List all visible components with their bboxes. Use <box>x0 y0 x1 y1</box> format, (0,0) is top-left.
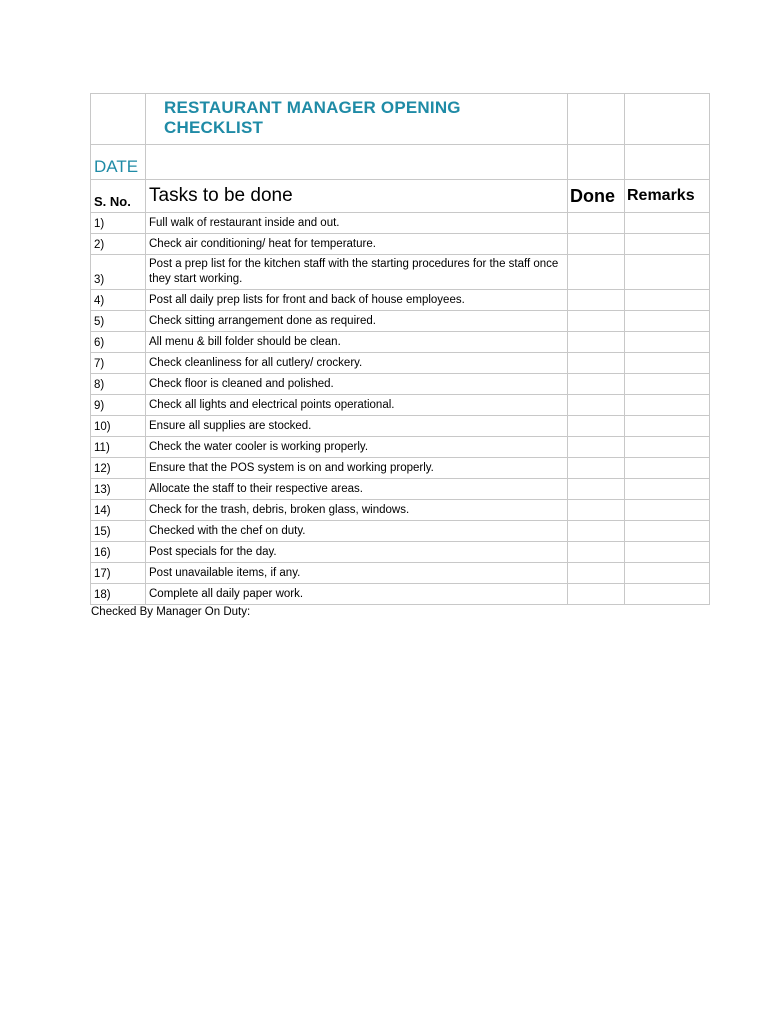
row-remarks-cell[interactable] <box>625 290 710 311</box>
table-row <box>91 584 710 605</box>
row-sno: 6) <box>91 332 146 353</box>
table-row <box>91 374 710 395</box>
row-remarks-cell[interactable] <box>625 542 710 563</box>
row-done-cell[interactable] <box>568 563 625 584</box>
row-sno: 13) <box>91 479 146 500</box>
row-sno: 9) <box>91 395 146 416</box>
row-done-cell[interactable] <box>568 416 625 437</box>
row-remarks-cell[interactable] <box>625 437 710 458</box>
row-sno: 2) <box>91 234 146 255</box>
row-remarks-cell[interactable] <box>625 213 710 234</box>
date-row-done-cell <box>568 145 625 180</box>
row-remarks-cell[interactable] <box>625 479 710 500</box>
row-sno: 3) <box>91 255 146 290</box>
row-task: Check for the trash, debris, broken glass, windows. <box>146 500 568 521</box>
header-done: Done <box>568 180 625 213</box>
row-remarks-cell[interactable] <box>625 563 710 584</box>
table-row <box>91 521 710 542</box>
row-remarks-cell[interactable] <box>625 458 710 479</box>
row-sno: 12) <box>91 458 146 479</box>
row-task: Check the water cooler is working properly. <box>146 437 568 458</box>
row-done-cell[interactable] <box>568 332 625 353</box>
row-remarks-cell[interactable] <box>625 332 710 353</box>
title-row <box>91 94 710 145</box>
row-remarks-cell[interactable] <box>625 521 710 542</box>
row-done-cell[interactable] <box>568 395 625 416</box>
row-remarks-cell[interactable] <box>625 255 710 290</box>
row-task: Full walk of restaurant inside and out. <box>146 213 568 234</box>
title-row-sno-cell <box>91 94 146 145</box>
row-remarks-cell[interactable] <box>625 584 710 605</box>
row-done-cell[interactable] <box>568 374 625 395</box>
table-row <box>91 234 710 255</box>
row-done-cell[interactable] <box>568 500 625 521</box>
table-row <box>91 479 710 500</box>
row-task: Post all daily prep lists for front and back of house employees. <box>146 290 568 311</box>
row-remarks-cell[interactable] <box>625 311 710 332</box>
table-row <box>91 353 710 374</box>
checklist-table <box>90 93 710 605</box>
row-done-cell[interactable] <box>568 234 625 255</box>
table-row <box>91 213 710 234</box>
row-done-cell[interactable] <box>568 255 625 290</box>
header-task: Tasks to be done <box>146 180 568 213</box>
date-label: DATE <box>91 145 146 180</box>
row-task: Allocate the staff to their respective areas. <box>146 479 568 500</box>
table-row <box>91 332 710 353</box>
row-task: Post a prep list for the kitchen staff with the starting procedures for the staff once they start working. <box>146 255 568 290</box>
table-row <box>91 395 710 416</box>
header-sno: S. No. <box>91 180 146 213</box>
row-done-cell[interactable] <box>568 458 625 479</box>
row-task: Ensure that the POS system is on and working properly. <box>146 458 568 479</box>
row-task: Check cleanliness for all cutlery/ crockery. <box>146 353 568 374</box>
row-sno: 15) <box>91 521 146 542</box>
footer-signoff: Checked By Manager On Duty: <box>91 606 251 618</box>
title-row-remarks-cell <box>625 94 710 145</box>
row-done-cell[interactable] <box>568 353 625 374</box>
date-row <box>91 145 710 180</box>
row-done-cell[interactable] <box>568 311 625 332</box>
row-task: Post specials for the day. <box>146 542 568 563</box>
row-sno: 1) <box>91 213 146 234</box>
row-sno: 16) <box>91 542 146 563</box>
row-sno: 8) <box>91 374 146 395</box>
table-row <box>91 542 710 563</box>
row-task: Complete all daily paper work. <box>146 584 568 605</box>
row-remarks-cell[interactable] <box>625 395 710 416</box>
row-sno: 18) <box>91 584 146 605</box>
row-task: Check all lights and electrical points operational. <box>146 395 568 416</box>
row-task: All menu & bill folder should be clean. <box>146 332 568 353</box>
date-value-cell[interactable] <box>146 145 568 180</box>
table-row <box>91 290 710 311</box>
row-task: Checked with the chef on duty. <box>146 521 568 542</box>
header-remarks: Remarks <box>625 180 710 213</box>
row-task: Post unavailable items, if any. <box>146 563 568 584</box>
title-row-done-cell <box>568 94 625 145</box>
row-task: Ensure all supplies are stocked. <box>146 416 568 437</box>
row-done-cell[interactable] <box>568 437 625 458</box>
row-sno: 4) <box>91 290 146 311</box>
table-row <box>91 500 710 521</box>
header-row <box>91 180 710 213</box>
table-row <box>91 563 710 584</box>
row-remarks-cell[interactable] <box>625 353 710 374</box>
row-done-cell[interactable] <box>568 479 625 500</box>
row-sno: 10) <box>91 416 146 437</box>
table-row <box>91 458 710 479</box>
row-task: Check floor is cleaned and polished. <box>146 374 568 395</box>
row-task: Check air conditioning/ heat for temperature. <box>146 234 568 255</box>
row-sno: 7) <box>91 353 146 374</box>
row-done-cell[interactable] <box>568 290 625 311</box>
row-task: Check sitting arrangement done as required. <box>146 311 568 332</box>
row-remarks-cell[interactable] <box>625 374 710 395</box>
row-done-cell[interactable] <box>568 584 625 605</box>
date-row-remarks-cell <box>625 145 710 180</box>
row-done-cell[interactable] <box>568 542 625 563</box>
table-row <box>91 311 710 332</box>
row-sno: 11) <box>91 437 146 458</box>
row-remarks-cell[interactable] <box>625 234 710 255</box>
checklist-title: RESTAURANT MANAGER OPENING CHECKLIST <box>146 94 568 145</box>
row-sno: 5) <box>91 311 146 332</box>
row-remarks-cell[interactable] <box>625 500 710 521</box>
table-row <box>91 437 710 458</box>
row-done-cell[interactable] <box>568 521 625 542</box>
table-row <box>91 416 710 437</box>
table-row <box>91 255 710 290</box>
row-done-cell[interactable] <box>568 213 625 234</box>
row-sno: 14) <box>91 500 146 521</box>
row-sno: 17) <box>91 563 146 584</box>
row-remarks-cell[interactable] <box>625 416 710 437</box>
